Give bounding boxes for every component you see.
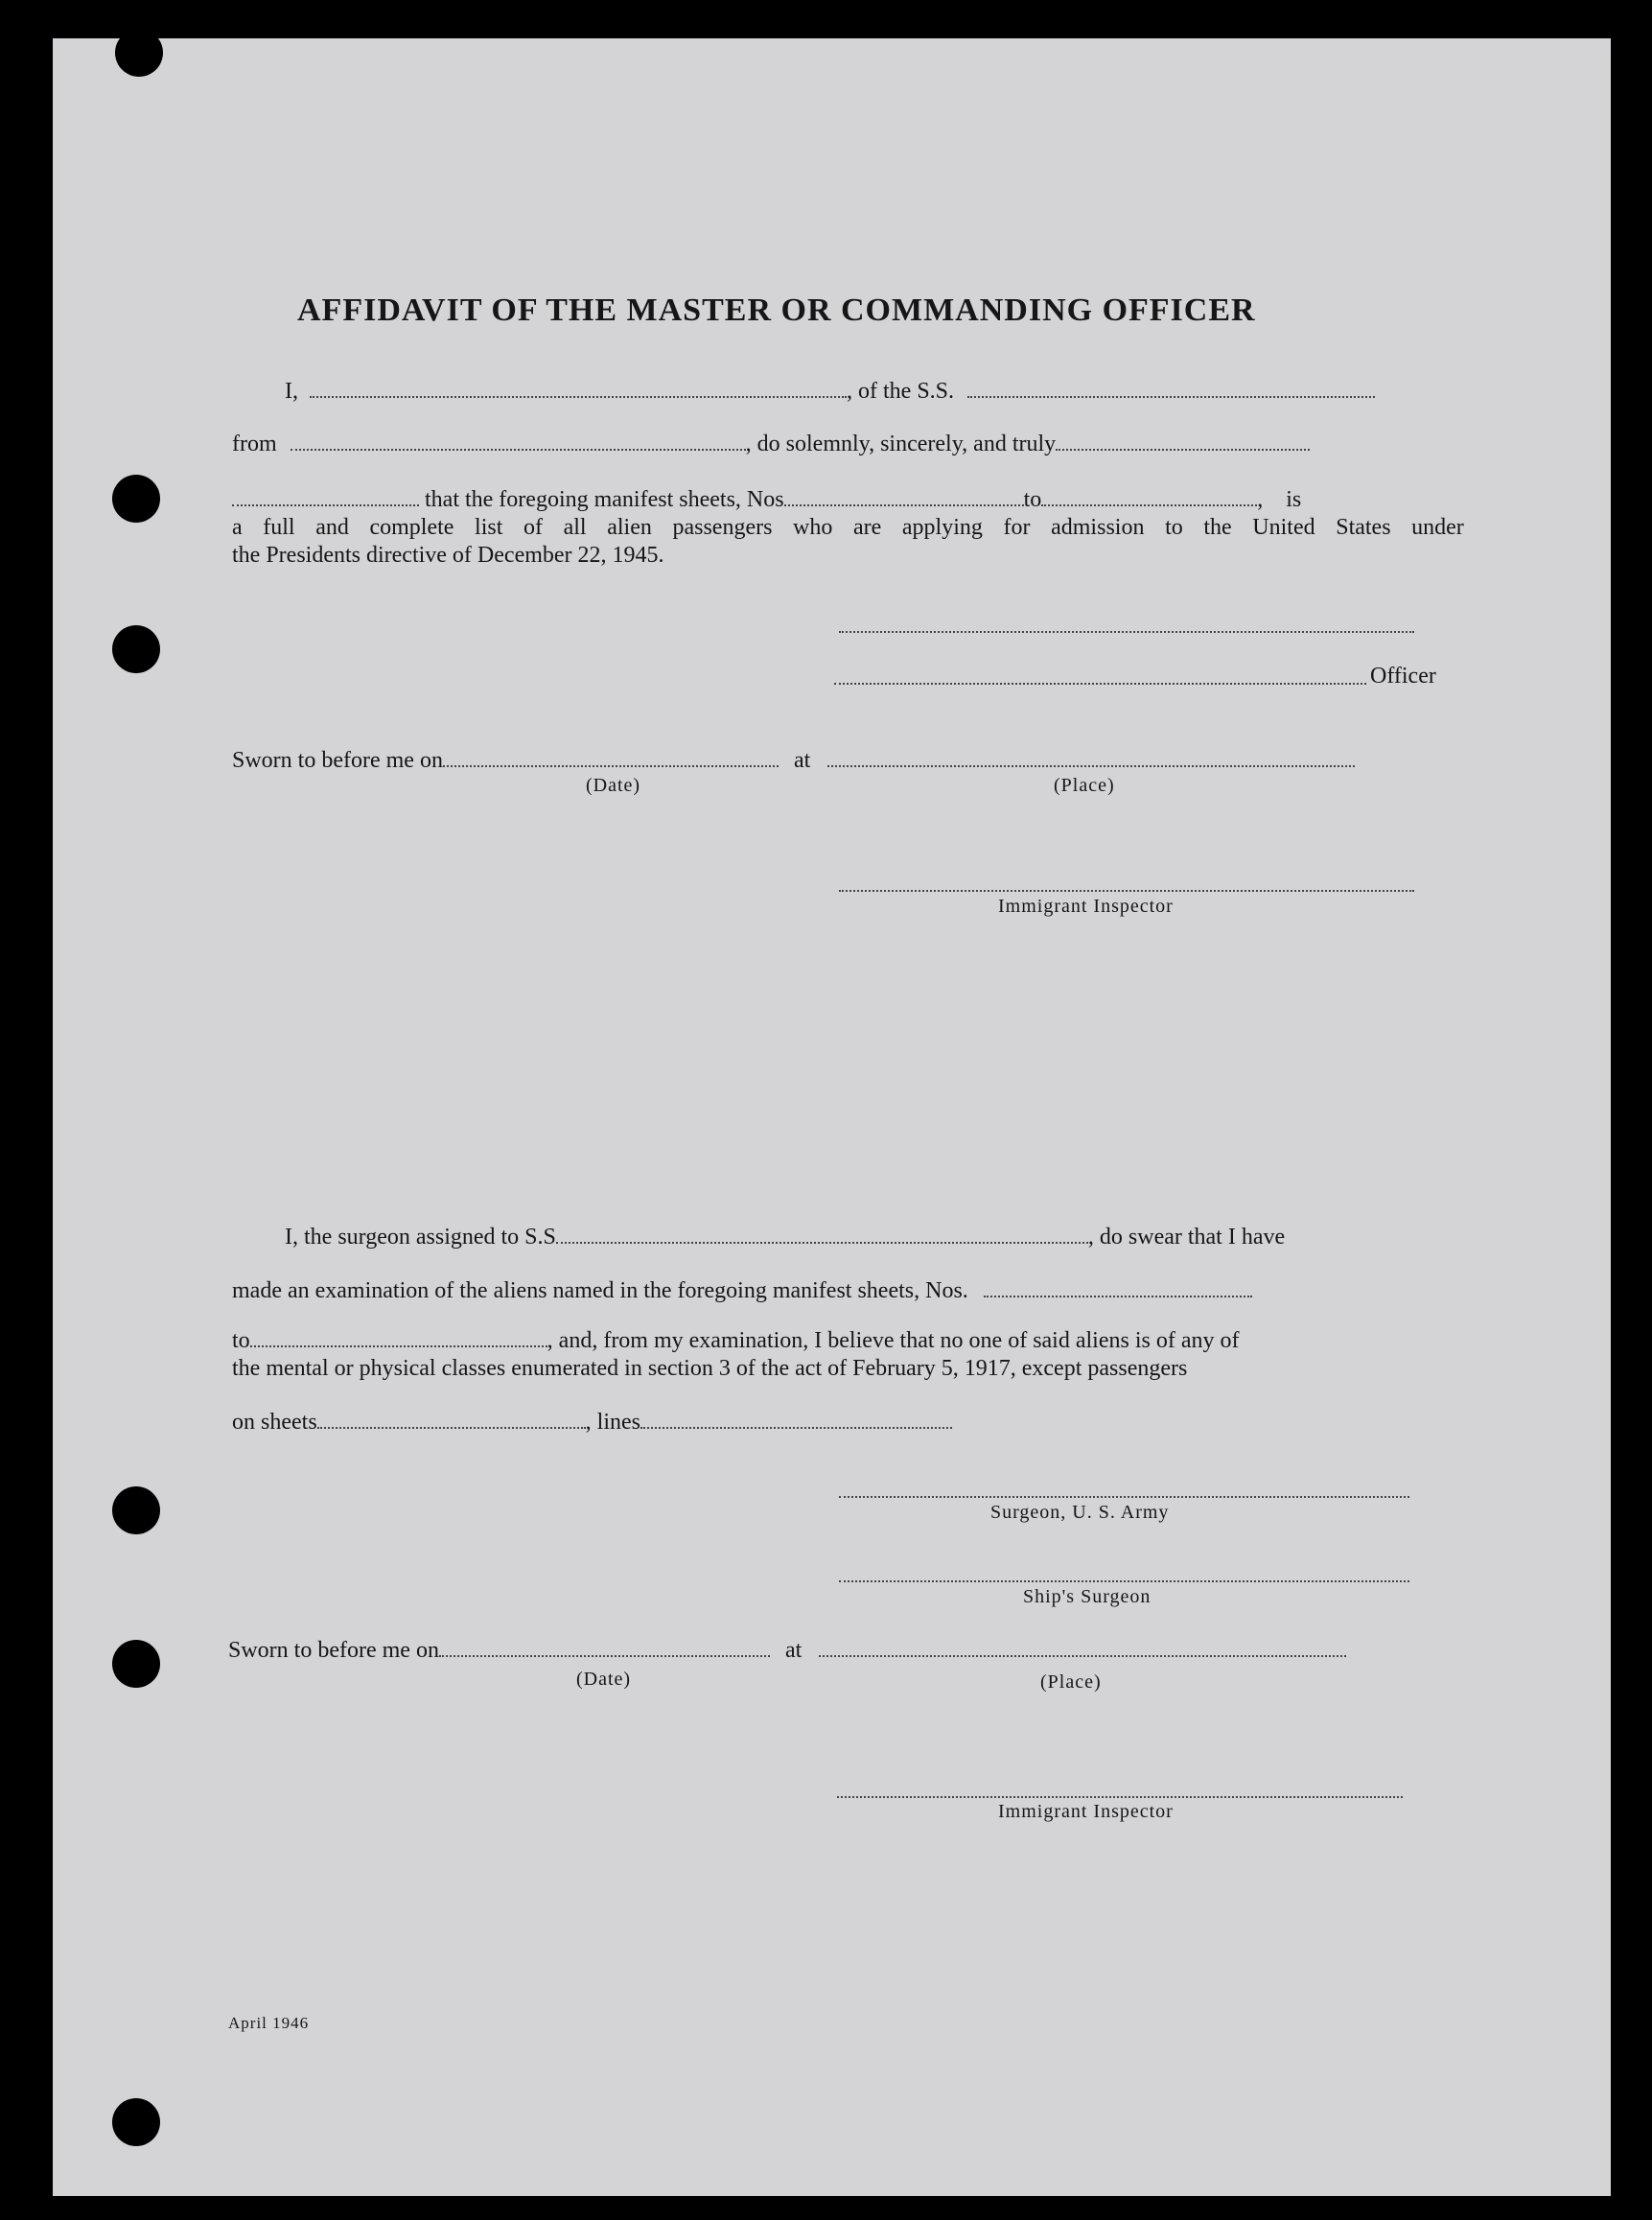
surgeon-ship-field[interactable]	[556, 1226, 1088, 1244]
binder-hole	[112, 625, 160, 673]
surgeon-inspector-caption: Immigrant Inspector	[998, 1801, 1174, 1822]
form-date: April 1946	[228, 2014, 310, 2032]
at-label: at	[784, 1638, 803, 1663]
binder-hole	[112, 1640, 160, 1688]
inspector-signature-line[interactable]	[839, 890, 1414, 892]
surgeon-line-4: the mental or physical classes enumerated in section 3 of the act of February 5, 1917, except passengers	[232, 1356, 1188, 1381]
surgeon-sworn-date-field[interactable]	[439, 1639, 770, 1657]
examination-result-label: , and, from my examination, I believe that no one of said aliens is of any of	[547, 1328, 1240, 1353]
place-caption: (Place)	[1054, 775, 1115, 796]
army-surgeon-signature-line[interactable]	[839, 1496, 1409, 1498]
place-caption: (Place)	[1040, 1671, 1102, 1693]
master-signature-line[interactable]	[839, 631, 1414, 633]
exam-sheet-to-field[interactable]	[250, 1329, 547, 1347]
master-line-2	[232, 432, 1464, 457]
form-page	[53, 38, 1611, 2196]
from-label: from	[232, 432, 277, 456]
ship-surgeon-caption: Ship's Surgeon	[1023, 1586, 1152, 1607]
master-sworn-line	[232, 748, 1355, 774]
date-caption: (Date)	[586, 775, 641, 796]
surgeon-label: I, the surgeon assigned to S.S	[285, 1225, 556, 1250]
master-line-4: a full and complete list of all alien passengers who are applying for admission to the United States under	[232, 515, 1464, 540]
binder-hole	[112, 2098, 160, 2146]
army-surgeon-caption: Surgeon, U. S. Army	[990, 1502, 1170, 1523]
except-sheets-field[interactable]	[317, 1411, 586, 1429]
surgeon-line-2	[232, 1278, 1464, 1304]
inspector-caption: Immigrant Inspector	[998, 896, 1174, 917]
master-line-1	[285, 379, 1464, 405]
master-line-3	[232, 487, 1464, 513]
is-label: is	[1286, 487, 1302, 512]
surgeon-inspector-signature-line[interactable]	[837, 1796, 1403, 1798]
master-line-5: the Presidents directive of December 22, 1945.	[232, 543, 664, 568]
surgeon-line-1	[285, 1225, 1464, 1250]
officer-signature-line[interactable]	[834, 683, 1366, 685]
to-label: to	[1023, 487, 1042, 512]
binder-hole	[112, 1486, 160, 1534]
oath-type-field[interactable]	[1056, 432, 1310, 451]
comma-label: ,	[1257, 487, 1264, 512]
surgeon-line-3	[232, 1328, 1464, 1354]
lines-label: , lines	[585, 1410, 640, 1435]
to-label: to	[232, 1328, 250, 1353]
sheets-label: on sheets	[232, 1410, 317, 1435]
ship-surgeon-signature-line[interactable]	[839, 1580, 1409, 1582]
from-port-field[interactable]	[291, 432, 746, 451]
sheet-from-field[interactable]	[784, 488, 1024, 506]
name-field[interactable]	[310, 380, 847, 398]
date-caption: (Date)	[576, 1669, 632, 1690]
ship-name-field[interactable]	[967, 380, 1375, 398]
at-label: at	[793, 748, 811, 773]
form-title: AFFIDAVIT OF THE MASTER OR COMMANDING OFFICER	[297, 292, 1256, 328]
surgeon-sworn-place-field[interactable]	[819, 1639, 1346, 1657]
sworn-label: Sworn to before me on	[228, 1638, 439, 1663]
solemnly-label: , do solemnly, sincerely, and truly	[745, 432, 1057, 456]
surgeon-line-5	[232, 1410, 952, 1436]
swear-label: , do swear that I have	[1087, 1225, 1286, 1250]
exam-sheet-from-field[interactable]	[984, 1279, 1252, 1297]
pronoun-label: I,	[285, 379, 298, 404]
manifest-label: that the foregoing manifest sheets, Nos	[425, 487, 784, 512]
surgeon-sworn-line	[228, 1638, 1346, 1664]
ship-label: , of the S.S.	[847, 379, 955, 404]
sworn-place-field[interactable]	[827, 749, 1355, 767]
sheet-to-field[interactable]	[1041, 488, 1257, 506]
except-lines-field[interactable]	[640, 1411, 952, 1429]
oath-continued-field[interactable]	[232, 488, 419, 506]
officer-label: Officer	[1370, 664, 1436, 689]
binder-hole	[112, 475, 160, 523]
sworn-date-field[interactable]	[443, 749, 779, 767]
sworn-label: Sworn to before me on	[232, 748, 443, 773]
examination-label: made an examination of the aliens named in the foregoing manifest sheets, Nos.	[232, 1278, 968, 1303]
binder-hole	[115, 29, 163, 77]
